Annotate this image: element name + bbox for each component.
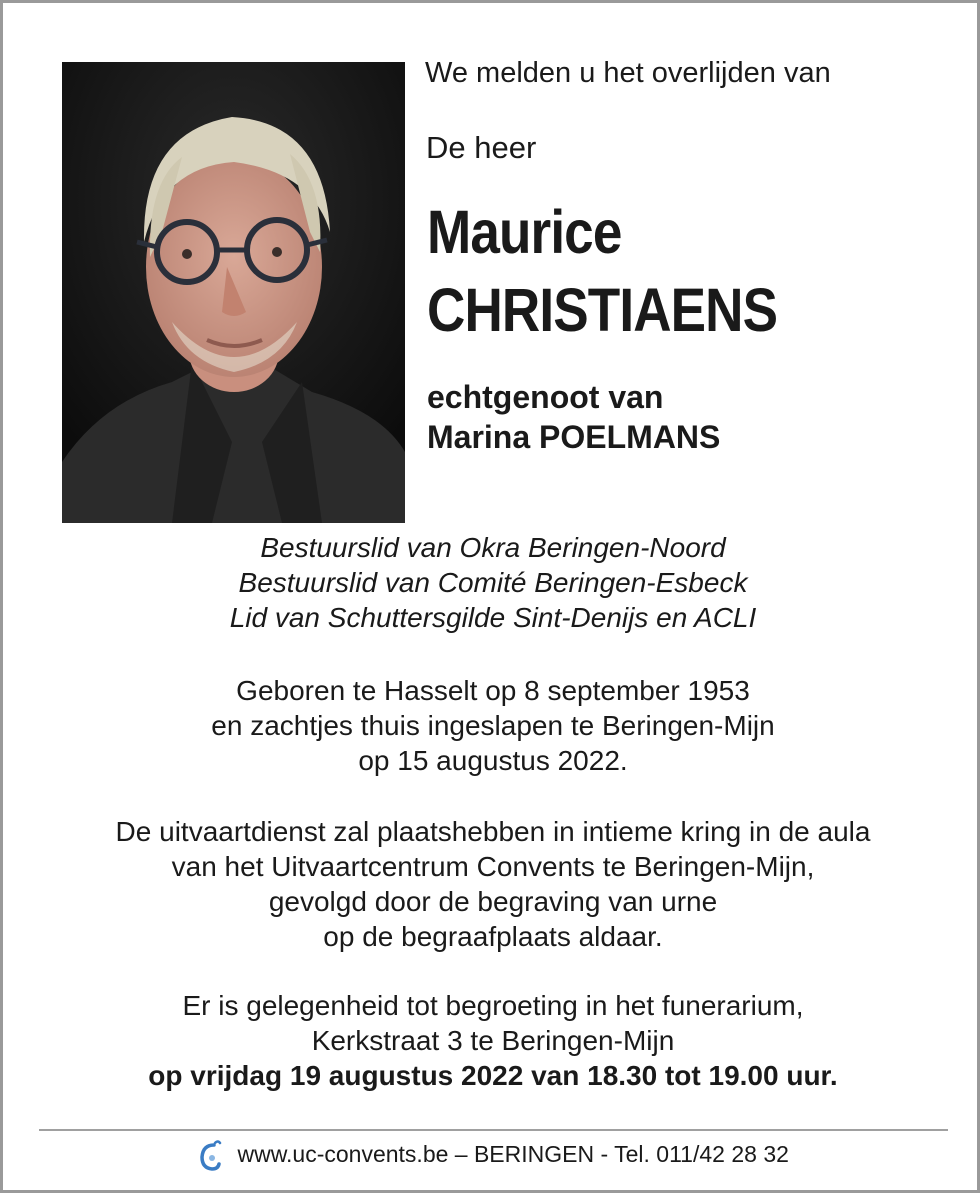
visitation-block	[3, 988, 980, 1093]
footer	[3, 1137, 980, 1173]
honorific-title: De heer	[426, 130, 537, 165]
footer-contact[interactable]: www.uc-convents.be – BERINGEN - Tel. 011/42 28 32	[237, 1141, 789, 1167]
portrait-image	[62, 62, 405, 523]
spouse-name: Marina POELMANS	[427, 419, 721, 455]
visitation-line: Er is gelegenheid tot begroeting in het funerarium,	[182, 990, 804, 1021]
footer-divider	[39, 1129, 948, 1131]
service-line: van het Uitvaartcentrum Convents te Beringen-Mijn,	[171, 851, 815, 882]
birth-line: Geboren te Hasselt op 8 september 1953	[236, 675, 750, 706]
spouse-info	[427, 377, 720, 457]
convents-logo-icon	[197, 1139, 223, 1173]
first-name: Maurice	[427, 198, 622, 266]
service-line: gevolgd door de begraving van urne	[268, 886, 718, 917]
service-line: op de begraafplaats aldaar.	[323, 921, 663, 952]
visitation-address: Kerkstraat 3 te Beringen-Mijn	[311, 1025, 675, 1056]
funeral-service-block	[3, 814, 980, 954]
role-line: Lid van Schuttersgilde Sint-Denijs en ACLI	[229, 602, 757, 633]
spouse-label: echtgenoot van	[427, 379, 664, 415]
portrait-photo	[62, 62, 405, 523]
death-date-line: op 15 augustus 2022.	[358, 745, 628, 776]
announcement-intro: We melden u het overlijden van	[425, 57, 831, 89]
role-line: Bestuurslid van Okra Beringen-Noord	[260, 532, 726, 563]
death-line: en zachtjes thuis ingeslapen te Beringen-Mijn	[211, 710, 775, 741]
birth-death-block	[3, 673, 980, 778]
role-line: Bestuurslid van Comité Beringen-Esbeck	[238, 567, 748, 598]
last-name: CHRISTIAENS	[427, 276, 778, 344]
visitation-datetime: op vrijdag 19 augustus 2022 van 18.30 tot 19.00 uur.	[148, 1060, 838, 1091]
service-line: De uitvaartdienst zal plaatshebben in intieme kring in de aula	[115, 816, 871, 847]
deceased-name	[427, 193, 777, 349]
roles-block	[3, 530, 980, 635]
